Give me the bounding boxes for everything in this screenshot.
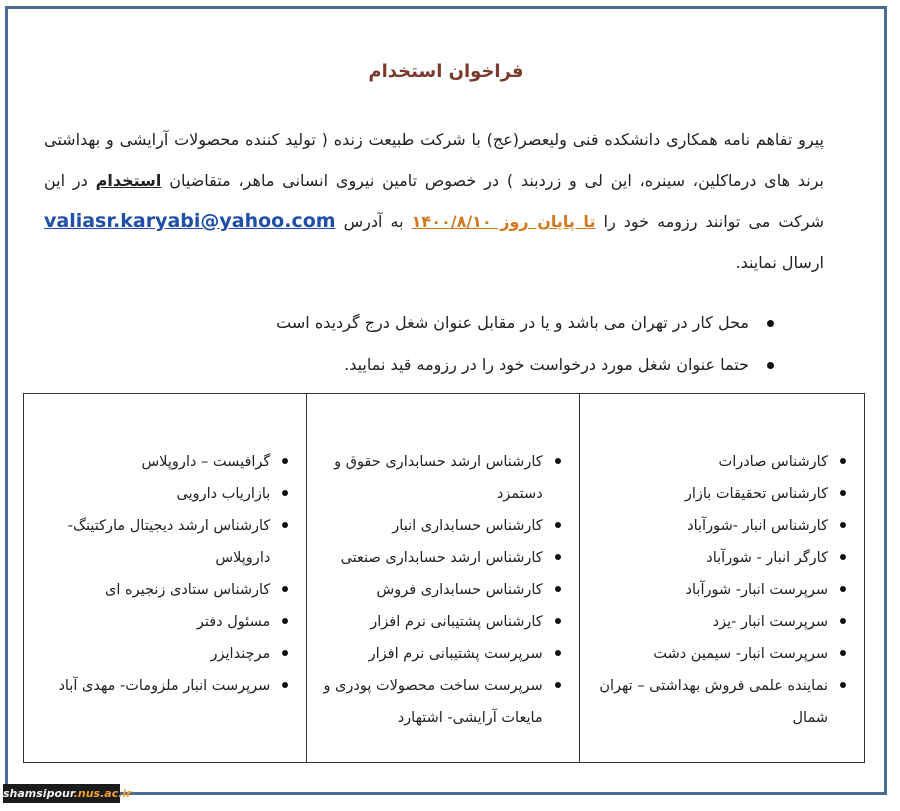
intro-text-2: در این شرکت می توانند رزومه خود را [44, 171, 824, 231]
bullet-icon [840, 682, 846, 688]
job-item: گرافیست – داروپلاس [24, 446, 290, 478]
job-item: سرپرست پشتیبانی نرم افزار [307, 638, 562, 670]
bullet-icon [282, 682, 288, 688]
bullet-icon [555, 522, 561, 528]
note-item: محل کار در تهران می باشد و یا در مقابل عنوان شغل درج گردیده است [276, 302, 774, 344]
intro-paragraph [44, 119, 824, 283]
job-item: کارشناس ارشد حسابداری صنعتی [307, 542, 562, 574]
job-item: کارشناس ارشد دیجیتال مارکتینگ- داروپلاس [24, 510, 290, 574]
job-item: کارشناس تحقیقات بازار [580, 478, 848, 510]
job-item: کارشناس انبار -شورآباد [580, 510, 848, 542]
intro-text-4: ارسال نمایند. [735, 253, 824, 272]
bullet-icon [555, 554, 561, 560]
bullet-icon [840, 650, 846, 656]
site-watermark: shamsipour.nus.ac.ir [3, 784, 120, 803]
job-item: بازاریاب دارویی [24, 478, 290, 510]
bullet-icon [555, 650, 561, 656]
bullet-icon [840, 554, 846, 560]
bullet-icon [282, 490, 288, 496]
bullet-icon [840, 586, 846, 592]
jobs-column-1 [580, 394, 864, 762]
intro-text-1: پیرو تفاهم نامه همکاری دانشکده فنی ولیعصر(عج) با شرکت طبیعت زنده ( تولید کننده محصولات آرایشی و بهداشتی برند های درماکلین، سینره، این لی و زردبند ) در خصوص تامین نیروی انسانی ماهر، متقاضیان [44, 130, 824, 190]
bullet-icon [840, 618, 846, 624]
job-item: کارشناس حسابداری فروش [307, 574, 562, 606]
job-item: سرپرست ساخت محصولات پودری و مایعات آرایشی- اشتهارد [307, 670, 562, 734]
jobs-table [23, 393, 865, 763]
bullet-icon [282, 618, 288, 624]
page-title: فراخوان استخدام [368, 61, 524, 82]
notes-list [276, 302, 774, 386]
deadline-text: تا پایان روز ۱۴۰۰/۸/۱۰ [411, 212, 596, 231]
job-item: کارشناس ارشد حسابداری حقوق و دستمزد [307, 446, 562, 510]
job-item: کارشناس حسابداری انبار [307, 510, 562, 542]
jobs-column-2 [307, 394, 579, 762]
bullet-icon [282, 522, 288, 528]
bullet-icon [555, 682, 561, 688]
job-item: کارگر انبار - شورآباد [580, 542, 848, 574]
bullet-icon [840, 458, 846, 464]
bullet-icon [282, 458, 288, 464]
job-item: سرپرست انبار ملزومات- مهدی آباد [24, 670, 290, 702]
jobs-column-3 [24, 394, 307, 762]
bullet-icon [282, 586, 288, 592]
bullet-icon [282, 650, 288, 656]
bullet-icon [840, 522, 846, 528]
bullet-icon [555, 618, 561, 624]
job-item: کارشناس ستادی زنجیره ای [24, 574, 290, 606]
job-item: مرچندایزر [24, 638, 290, 670]
bullet-icon [767, 320, 774, 327]
job-item: کارشناس صادرات [580, 446, 848, 478]
intro-highlight: استخدام [95, 171, 162, 190]
job-item: نماینده علمی فروش بهداشتی – تهران شمال [580, 670, 848, 734]
intro-text-3: به آدرس [335, 212, 412, 231]
bullet-icon [767, 362, 774, 369]
bullet-icon [555, 586, 561, 592]
job-item: کارشناس پشتیبانی نرم افزار [307, 606, 562, 638]
bullet-icon [555, 458, 561, 464]
job-item: مسئول دفتر [24, 606, 290, 638]
job-item: سرپرست انبار- سیمین دشت [580, 638, 848, 670]
bullet-icon [840, 490, 846, 496]
note-item: حتما عنوان شغل مورد درخواست خود را در رزومه قید نمایید. [276, 344, 774, 386]
email-link[interactable]: valiasr.karyabi@yahoo.com [44, 210, 336, 232]
job-item: سرپرست انبار- شورآباد [580, 574, 848, 606]
job-item: سرپرست انبار -یزد [580, 606, 848, 638]
